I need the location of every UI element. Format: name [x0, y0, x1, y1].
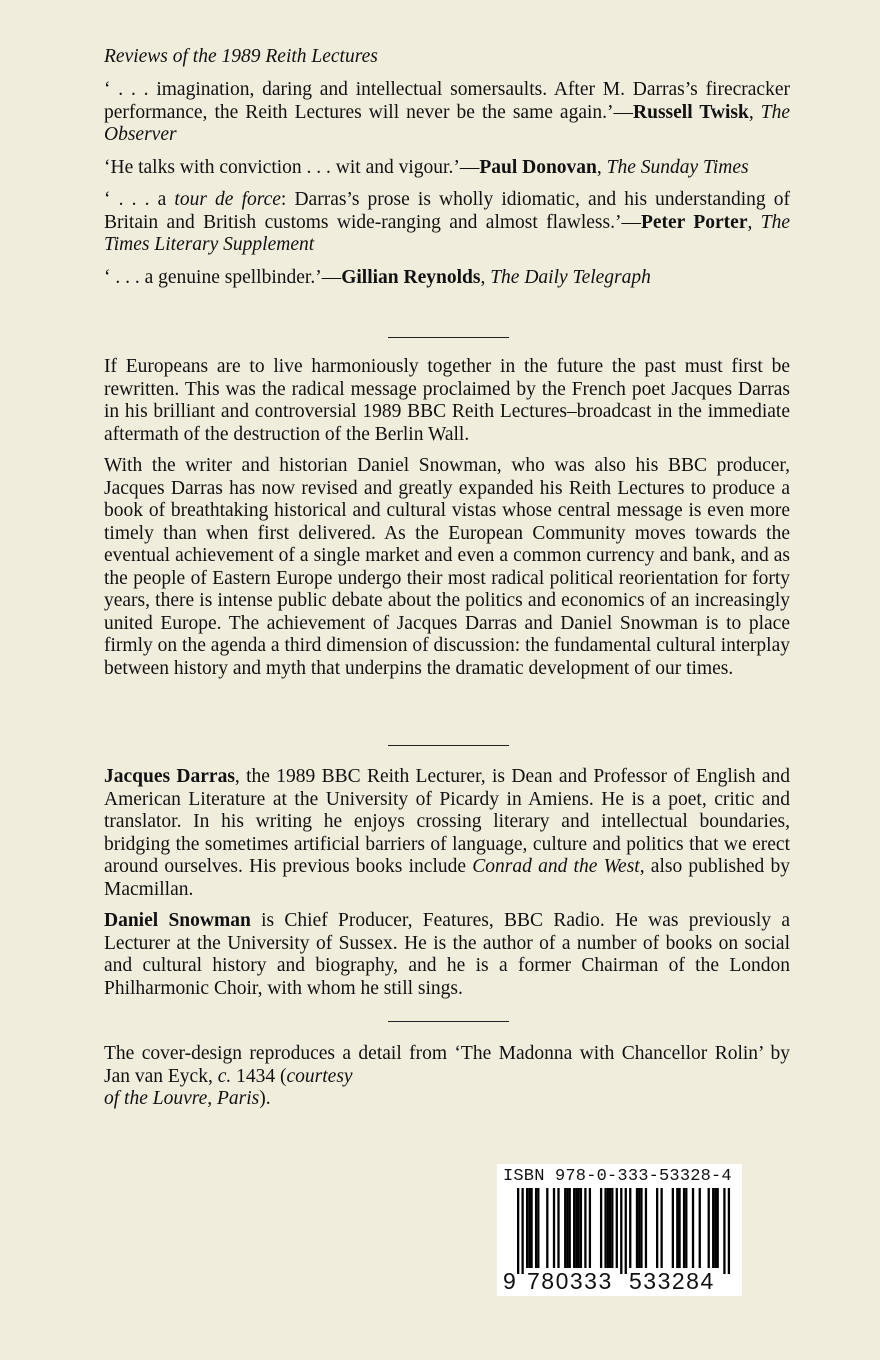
darras-bio: Jacques Darras, the 1989 BBC Reith Lecturer, is Dean and Professor of English and American Literature at the University of Picardy in Amiens. He is a poet, critic and translator. In his writing he enjoys crossing literary and intellectual boundaries, bridging the sometimes artificial barriers of language, culture and politics that we erect around ourselves. His previous books include Conrad and the West, also published by Macmillan.	[104, 766, 790, 900]
barcode-bar	[607, 1188, 609, 1268]
description-paragraph-1: If Europeans are to live harmoniously together in the future the past must first be rewritten. This was the radical message proclaimed by the French poet Jacques Darras in his brilliant and controversial 1989 BBC Reith Lectures–broadcast in the immediate aftermath of the destruction of the Berlin Wall.	[104, 356, 790, 445]
snowman-name: Daniel Snowman	[104, 910, 251, 931]
barcode-bar	[535, 1188, 537, 1268]
barcode-bar	[672, 1188, 674, 1268]
barcode-bar	[676, 1188, 678, 1268]
barcode-bar	[557, 1188, 559, 1268]
barcode-bar	[645, 1188, 647, 1268]
barcode-bar	[575, 1188, 577, 1268]
barcode-bar	[584, 1188, 586, 1268]
review-source-1: The Observer	[104, 101, 790, 145]
review-quote-2: ‘He talks with conviction . . . wit and vigour.’—Paul Donovan, The Sunday Times	[104, 156, 749, 178]
barcode-bar	[611, 1188, 613, 1268]
review-author-1: Russell Twisk	[633, 101, 749, 123]
barcode-bars-icon	[503, 1188, 736, 1274]
barcode-bar	[564, 1188, 566, 1268]
review-author-3: Peter Porter	[640, 211, 748, 233]
description-paragraph-2: With the writer and historian Daniel Snowman, who was also his BBC producer, Jacques Darras has now revised and greatly expanded his Reith Lectures to produce a book of breathtaking historical and cultural vistas whose central message is even more timely than when first delivered. As the European Community moves towards the eventual achievement of a single market and even a common currency and bank, and as the people of Eastern Europe undergo their most radical political reorientation for forty years, there is intense public debate about the politics and economics of an increasingly united Europe. The achievement of Jacques Darras and Daniel Snowman is to place firmly on the agenda a third dimension of discussion: the fundamental cultural interplay between history and myth that underpins the dramatic development of our times.	[104, 455, 790, 679]
isbn-digits	[503, 1268, 736, 1294]
barcode-bar	[530, 1188, 532, 1268]
review-source-3: The Times Literary Supplement	[104, 211, 790, 255]
barcode-bar	[683, 1188, 685, 1268]
barcode-bar	[636, 1188, 638, 1268]
barcode-bar	[604, 1188, 606, 1268]
barcode-bar	[620, 1188, 622, 1274]
barcode-bar	[629, 1188, 631, 1268]
barcode-bar	[640, 1188, 642, 1268]
review-quote-1: ‘ . . . imagination, daring and intellectual somersaults. After M. Darras’s firecracker performance, the Reith Lectures will never be the same again.’—Russell Twisk, The Observer	[104, 79, 790, 145]
authors-section	[104, 766, 790, 1009]
divider-3	[388, 1021, 509, 1022]
barcode-bar	[580, 1188, 582, 1268]
barcode-bar	[546, 1188, 548, 1268]
barcode-bar	[528, 1188, 530, 1268]
barcode-bar	[714, 1188, 716, 1268]
barcode-bar	[625, 1188, 627, 1274]
barcode-bar	[723, 1188, 725, 1274]
barcode-bar	[699, 1188, 701, 1268]
cover-credit	[104, 1043, 790, 1111]
barcode-bar	[526, 1188, 528, 1268]
barcode-bar	[517, 1188, 519, 1274]
barcode-bar	[638, 1188, 640, 1268]
review-author-4: Gillian Reynolds	[341, 266, 481, 288]
isbn-barcode	[497, 1164, 742, 1296]
barcode-bar	[569, 1188, 571, 1268]
barcode-bar	[573, 1188, 575, 1268]
barcode-bar	[678, 1188, 680, 1268]
isbn-digit-lead: 9	[503, 1268, 516, 1294]
barcode-bar	[609, 1188, 611, 1268]
review-quote-3: ‘ . . . a tour de force: Darras’s prose is wholly idiomatic, and his understanding of Britain and British customs wide-ranging and almost flawless.’—Peter Porter, The Times Literary Supplement	[104, 189, 790, 255]
barcode-bar	[712, 1188, 714, 1268]
reviews-heading: Reviews of the 1989 Reith Lectures	[104, 46, 378, 67]
barcode-bar	[717, 1188, 719, 1268]
barcode-bar	[589, 1188, 591, 1268]
barcode-bar	[616, 1188, 618, 1268]
barcode-bar	[578, 1188, 580, 1268]
barcode-bar	[656, 1188, 658, 1268]
reviews-section	[104, 46, 790, 289]
barcode-bar	[566, 1188, 568, 1268]
darras-book-title: Conrad and the West	[472, 856, 640, 877]
review-source-4: The Daily Telegraph	[490, 266, 651, 288]
description-section	[104, 356, 790, 689]
review-source-2: The Sunday Times	[606, 156, 749, 178]
barcode-bar	[553, 1188, 555, 1268]
darras-name: Jacques Darras	[104, 766, 235, 787]
snowman-bio: Daniel Snowman is Chief Producer, Features, BBC Radio. He was previously a Lecturer at the University of Sussex. He is the author of a number of books on social and cultural history and biography, and he is a former Chairman of the London Philharmonic Choir, with whom he still sings.	[104, 910, 791, 999]
cover-credit-text: The cover-design reproduces a detail from ‘The Madonna with Chancellor Rolin’ by Jan van Eyck, c. 1434 (courtesy of the Louvre, Paris).	[104, 1043, 790, 1109]
review-quote-4: ‘ . . . a genuine spellbinder.’—Gillian Reynolds, The Daily Telegraph	[104, 266, 651, 288]
isbn-digits-right: 533284	[629, 1268, 715, 1294]
barcode-bar	[685, 1188, 687, 1268]
barcode-bar	[537, 1188, 539, 1268]
isbn-label: ISBN 978-0-333-53328-4	[503, 1167, 732, 1186]
barcode-bar	[521, 1188, 523, 1274]
barcode-bar	[600, 1188, 602, 1268]
barcode-bar	[728, 1188, 730, 1274]
divider-2	[388, 745, 509, 746]
barcode-bar	[692, 1188, 694, 1268]
isbn-digits-left: 780333	[527, 1268, 613, 1294]
barcode-bar	[708, 1188, 710, 1268]
review-author-2: Paul Donovan	[479, 156, 597, 178]
barcode-bar	[660, 1188, 662, 1268]
divider-1	[388, 337, 509, 338]
